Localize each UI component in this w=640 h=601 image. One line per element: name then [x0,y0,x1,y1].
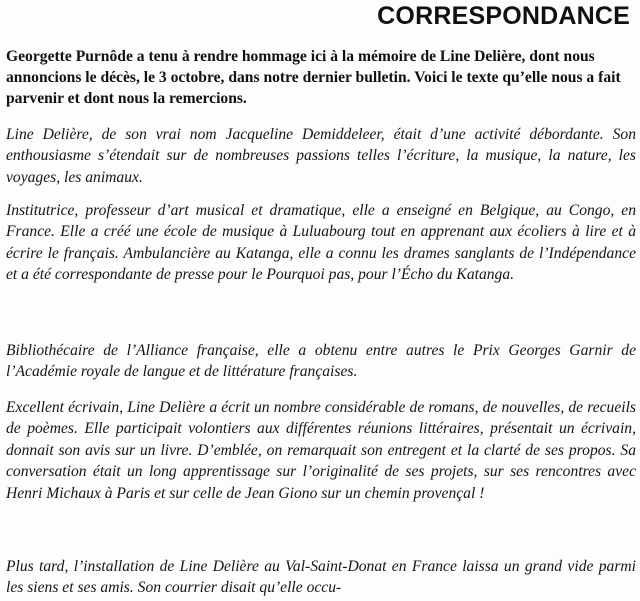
page-title: CORRESPONDANCE [377,2,630,30]
intro-paragraph: Georgette Purnôde a tenu à rendre hommage ici à la mémoire de Line Delière, dont nous annoncions le décès, le 3 octobre, dans notre dernier bulletin. Voici le texte qu’elle nous a fait parvenir et dont nous la remercions. [6,48,621,107]
body-paragraph: Line Delière, de son vrai nom Jacqueline Demiddeleer, était d’une activité débordante. Son enthousiasme s’étendait sur de nombreuses passions telles l’écriture, la musique, la nature, les voyages, les animaux. [6,126,636,186]
body-paragraph: Excellent écrivain, Line Delière a écrit un nombre considérable de romans, de nouvelles, de recueils de poèmes. Elle participait volontiers aux différentes réunions littéraires, présentait un écrivain, donnait son avis sur un livre. D’emblée, on remarquait son entregent et la clarté de ses propos. Sa conversation était un long apprentissage sur l’originalité de ses projets, sur ses rencontres avec Henri Michaux à Paris et sur celle de Jean Giono sur un chemin provençal ! [6,399,636,502]
body-paragraph: Institutrice, professeur d’art musical et dramatique, elle a enseigné en Belgique, au Congo, en France. Elle a créé une école de musique à Luluabourg tout en apprenant aux écoliers à lire et à écrire le français. Ambulancière au Katanga, elle a connu les drames sanglants de l’Indépendance et a été correspondante de presse pour le Pourquoi pas, pour l’Écho du Katanga. [6,202,636,284]
body-paragraph: Plus tard, l’installation de Line Delière au Val-Saint-Donat en France laissa un grand vide parmi les siens et ses amis. Son courrier disait qu’elle occu- [6,558,636,597]
body-paragraph: Bibliothécaire de l’Alliance française, elle a obtenu entre autres le Prix Georges Garnir de l’Académie royale de langue et de littérature françaises. [6,342,636,381]
